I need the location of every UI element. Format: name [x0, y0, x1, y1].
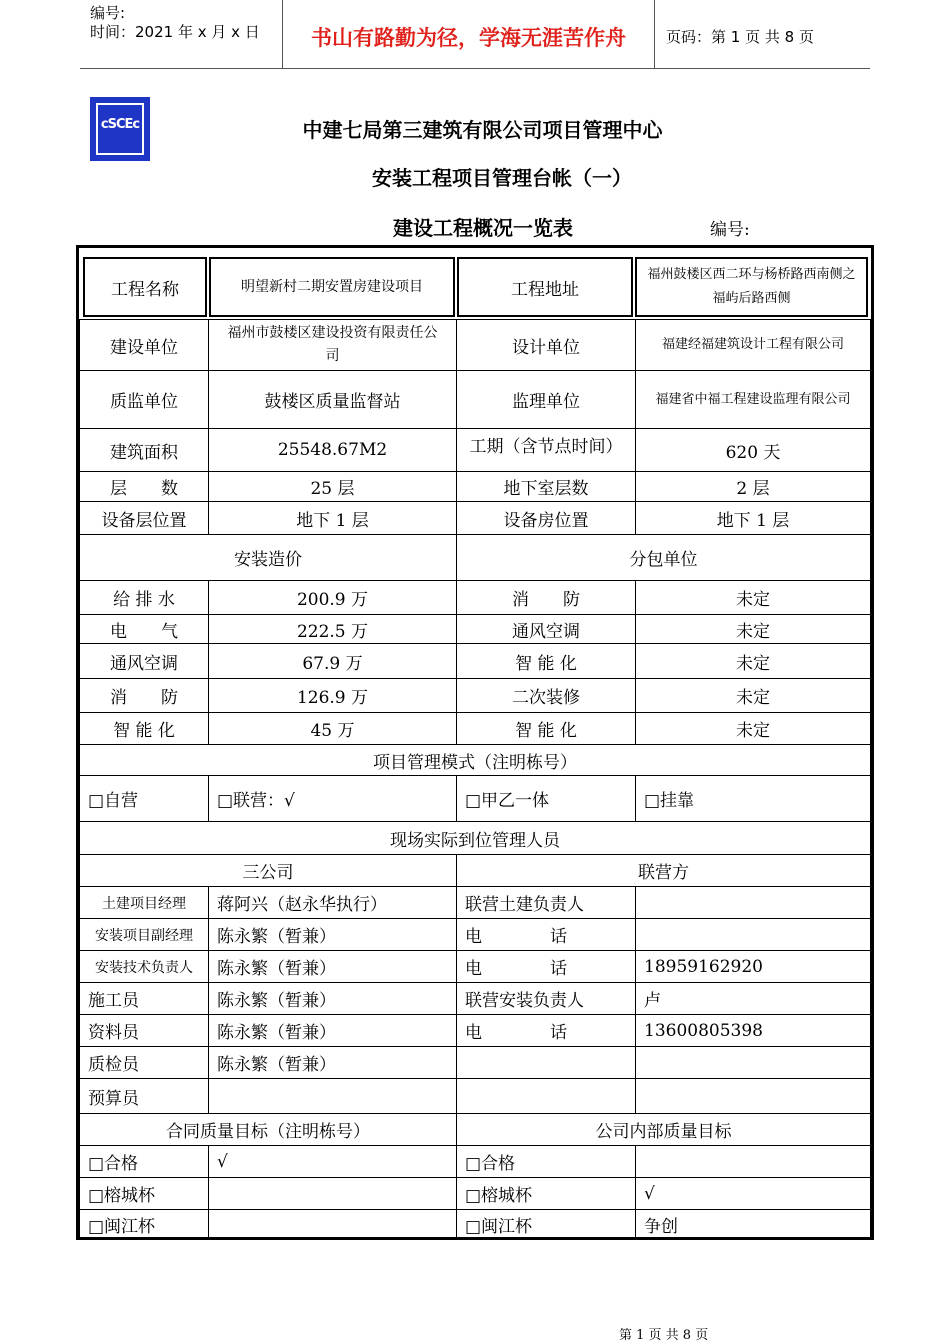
- equip-floor-label: 设备层位置: [79, 501, 209, 535]
- staff-role: 安装技术负责人: [79, 950, 209, 983]
- designer-label: 设计单位: [456, 319, 636, 371]
- staff-name: [208, 1078, 457, 1114]
- sub-item: 消 防: [456, 580, 636, 615]
- sub-item: 智 能 化: [456, 643, 636, 679]
- staff-role: 安装项目副经理: [79, 918, 209, 951]
- staff-right-value: [635, 886, 871, 919]
- staff-right-role: 联营安装负责人: [456, 982, 636, 1015]
- staff-right-role: 电 话: [456, 950, 636, 983]
- project-address: 福州鼓楼区西二环与杨桥路西南侧之福屿后路西侧: [635, 257, 868, 317]
- basement-label: 地下室层数: [456, 471, 636, 502]
- area-value: 25548.67M2: [208, 428, 457, 472]
- equip-floor-value: 地下 1 层: [208, 501, 457, 535]
- mode-integrated: □甲乙一体: [456, 775, 636, 822]
- staff-name: 陈永繁（暂兼）: [208, 982, 457, 1015]
- cost-item: 消 防: [79, 678, 209, 713]
- floors-value: 25 层: [208, 471, 457, 502]
- serial-label: 编号:: [90, 4, 126, 22]
- cost-value: 67.9 万: [208, 643, 457, 679]
- table-title: 建设工程概况一览表: [393, 216, 573, 240]
- sub-unit: 未定: [635, 614, 871, 644]
- period-label: 工期（含节点时间）: [456, 428, 636, 472]
- staff-role: 预算员: [79, 1078, 209, 1114]
- staff-right-role: 电 话: [456, 1014, 636, 1047]
- header-divider: [654, 0, 655, 68]
- quality-left-check: [208, 1209, 457, 1240]
- quality-right-header: 公司内部质量目标: [456, 1113, 871, 1146]
- quality-right-check: [635, 1145, 871, 1178]
- supervisor-value: 福建省中福工程建设监理有限公司: [635, 370, 871, 429]
- sub-item: 通风空调: [456, 614, 636, 644]
- staff-role: 质检员: [79, 1046, 209, 1079]
- staff-role: 施工员: [79, 982, 209, 1015]
- staff-name: 陈永繁（暂兼）: [208, 918, 457, 951]
- staff-header: 现场实际到位管理人员: [79, 821, 871, 855]
- staff-right-value: 13600805398: [635, 1014, 871, 1047]
- sub-item: 二次装修: [456, 678, 636, 713]
- cost-item: 智 能 化: [79, 712, 209, 745]
- logo-text: cSCEc: [100, 117, 140, 132]
- staff-right-value: [635, 918, 871, 951]
- staff-right-value: 18959162920: [635, 950, 871, 983]
- quality-left-item: □合格: [79, 1145, 209, 1178]
- quality-left-item: □榕城杯: [79, 1177, 209, 1210]
- staff-right-role: 电 话: [456, 918, 636, 951]
- staff-right-role: [456, 1078, 636, 1114]
- qc-value: 鼓楼区质量监督站: [208, 370, 457, 429]
- cost-value: 222.5 万: [208, 614, 457, 644]
- sub-unit: 未定: [635, 643, 871, 679]
- mode-self: □自营: [79, 775, 209, 822]
- staff-right-role: [456, 1046, 636, 1079]
- number-label: 编号:: [710, 220, 750, 240]
- equip-room-label: 设备房位置: [456, 501, 636, 535]
- cost-item: 给 排 水: [79, 580, 209, 615]
- staff-role: 资料员: [79, 1014, 209, 1047]
- staff-right-value: [635, 1078, 871, 1114]
- staff-name: 蒋阿兴（赵永华执行）: [208, 886, 457, 919]
- cost-value: 200.9 万: [208, 580, 457, 615]
- owner-label: 建设单位: [79, 319, 209, 371]
- staff-right-value: 卢: [635, 982, 871, 1015]
- sub-unit: 未定: [635, 580, 871, 615]
- sub-item: 智 能 化: [456, 712, 636, 745]
- equip-room-value: 地下 1 层: [635, 501, 871, 535]
- designer-value: 福建经福建筑设计工程有限公司: [635, 319, 871, 371]
- staff-name: 陈永繁（暂兼）: [208, 950, 457, 983]
- page-footer: 第 1 页 共 8 页: [619, 1328, 709, 1343]
- qc-label: 质监单位: [79, 370, 209, 429]
- ledger-title: 安装工程项目管理台帐（一）: [372, 166, 632, 190]
- cost-value: 45 万: [208, 712, 457, 745]
- area-label: 建筑面积: [79, 428, 209, 472]
- header-page-info: 页码：第 1 页 共 8 页: [666, 28, 814, 46]
- mode-header: 项目管理模式（注明栋号）: [79, 744, 871, 776]
- sub-unit: 未定: [635, 712, 871, 745]
- mode-affiliated: □挂靠: [635, 775, 871, 822]
- quality-left-check: √: [208, 1145, 457, 1178]
- cost-item: 电 气: [79, 614, 209, 644]
- owner-value: 福州市鼓楼区建设投资有限责任公司: [208, 319, 457, 371]
- company-title: 中建七局第三建筑有限公司项目管理中心: [302, 118, 663, 142]
- supervisor-label: 监理单位: [456, 370, 636, 429]
- staff-role: 土建项目经理: [79, 886, 209, 919]
- time-label: 时间：2021 年 x 月 x 日: [90, 23, 260, 41]
- quality-right-check: √: [635, 1177, 871, 1210]
- header-meta: [90, 4, 260, 42]
- quality-right-check: 争创: [635, 1209, 871, 1240]
- quality-right-item: □合格: [456, 1145, 636, 1178]
- staff-right-role: 联营土建负责人: [456, 886, 636, 919]
- subcontractor-header: 分包单位: [456, 534, 871, 581]
- cost-item: 通风空调: [79, 643, 209, 679]
- quality-left-check: [208, 1177, 457, 1210]
- page-header: [80, 0, 870, 69]
- mode-joint: □联营：√: [208, 775, 457, 822]
- cost-header: 安装造价: [79, 534, 457, 581]
- header-motto: 书山有路勤为径，学海无涯苦作舟: [311, 26, 626, 50]
- name-label: 工程名称: [83, 257, 207, 317]
- staff-left-header: 三公司: [79, 854, 457, 887]
- sub-unit: 未定: [635, 678, 871, 713]
- staff-name: 陈永繁（暂兼）: [208, 1014, 457, 1047]
- staff-name: 陈永繁（暂兼）: [208, 1046, 457, 1079]
- floors-label: 层 数: [79, 471, 209, 502]
- project-name: 明望新村二期安置房建设项目: [209, 257, 455, 317]
- cost-value: 126.9 万: [208, 678, 457, 713]
- basement-value: 2 层: [635, 471, 871, 502]
- period-value: 620 天: [635, 428, 871, 472]
- quality-left-header: 合同质量目标（注明栋号）: [79, 1113, 457, 1146]
- staff-right-header: 联营方: [456, 854, 871, 887]
- quality-right-item: □榕城杯: [456, 1177, 636, 1210]
- address-label: 工程地址: [457, 257, 633, 317]
- staff-right-value: [635, 1046, 871, 1079]
- quality-left-item: □闽江杯: [79, 1209, 209, 1240]
- quality-right-item: □闽江杯: [456, 1209, 636, 1240]
